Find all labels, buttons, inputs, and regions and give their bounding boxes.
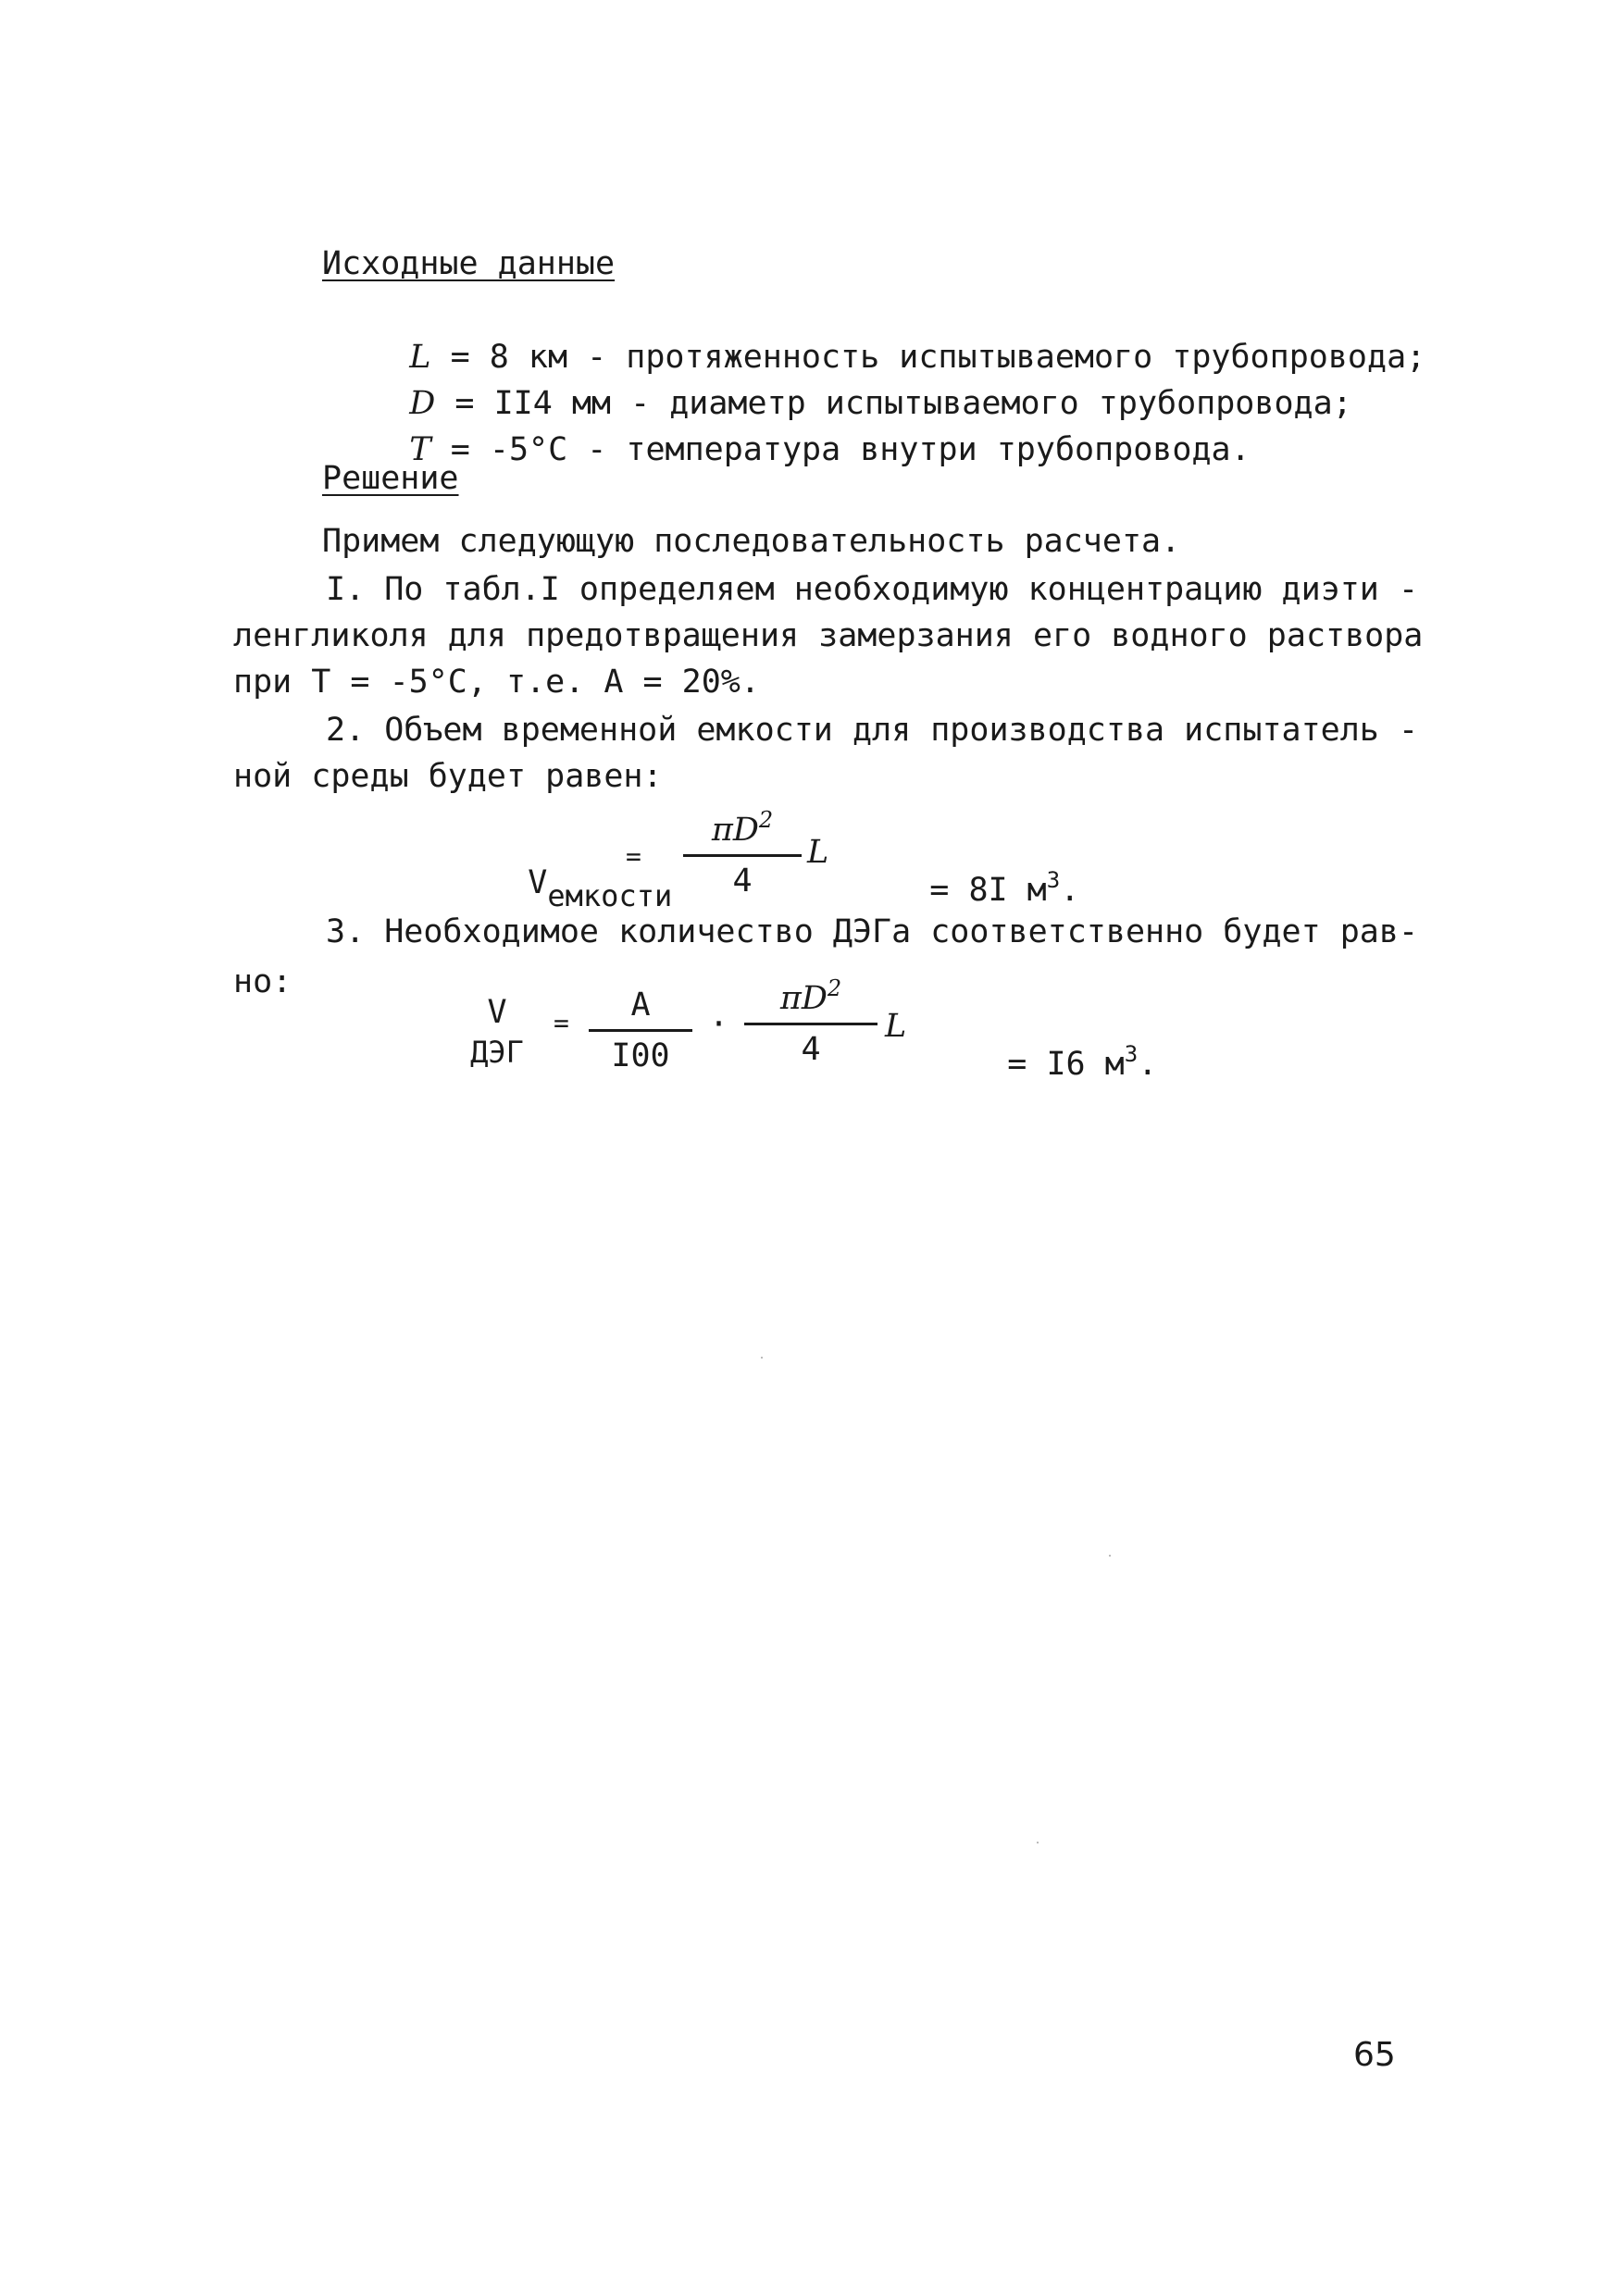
page-number: 65	[1353, 2036, 1396, 2074]
formula2-rhs-exp: 3	[1124, 1041, 1139, 1067]
step2-line1: 2. Объем временной емкости для производства испытатель -	[326, 712, 1419, 749]
formula2-v: V	[487, 994, 507, 1031]
param-length-text: = 8 км - протяженность испытываемого трубопровода;	[430, 339, 1426, 376]
step3-line2: но:	[233, 963, 292, 1000]
formula2-a-denominator: I00	[611, 1037, 670, 1074]
formula1-numerator: $\pi D^2$	[711, 807, 774, 849]
symbol-d: D	[409, 385, 436, 422]
formula2-pi-numerator: $\pi D^2$	[779, 975, 842, 1017]
formula1-fraction	[683, 807, 802, 900]
formula2-pi-denominator: 4	[801, 1031, 821, 1068]
step2-line2: ной среды будет равен:	[233, 758, 663, 795]
intro-line: Примем следующую последовательность расчета.	[322, 523, 1181, 560]
formula1-denominator: 4	[732, 863, 753, 900]
param-diameter-text: = II4 мм - диаметр испытываемого трубопровода;	[435, 385, 1352, 422]
formula2-a-numerator: A	[630, 987, 651, 1024]
formula1-v: V	[528, 864, 548, 901]
source-data-heading: Исходные данные	[322, 245, 616, 282]
formula1-fraction-bar	[683, 854, 802, 857]
formula2-result	[929, 1011, 1157, 1113]
formula2-dot: ·	[709, 1006, 729, 1043]
formula2-lhs	[457, 994, 537, 1070]
formula2-equals: =	[554, 1008, 569, 1038]
solution-heading: Решение	[322, 460, 459, 497]
formula2-length-symbol: L	[885, 1008, 907, 1045]
step3-line1: 3. Необходимое количество ДЭГа соответственно будет рав-	[326, 913, 1419, 950]
formula2-subscript: ДЭГ	[470, 1035, 524, 1070]
formula1-end: .	[1060, 872, 1080, 909]
formula1-rhs: = 8I м	[929, 872, 1047, 909]
scan-speck	[1109, 1555, 1111, 1557]
formula1-equals: =	[626, 841, 641, 872]
step1-line1: I. По табл.I определяем необходимую концентрацию диэти -	[326, 571, 1419, 608]
formula2-a-bar	[589, 1029, 692, 1032]
formula1-subscript: емкости	[547, 878, 673, 913]
formula2-rhs: = I6 м	[1007, 1046, 1125, 1083]
symbol-l: L	[409, 339, 431, 376]
param-temperature	[331, 402, 1251, 499]
formula2-fraction-pi	[744, 975, 877, 1068]
step1-line2: ленгликоля для предотвращения замерзания его водного раствора	[233, 617, 1424, 654]
scan-speck	[1037, 1842, 1039, 1843]
step1-line3: при T = -5°C, т.е. A = 20%.	[233, 664, 760, 701]
formula2-fraction-a	[589, 987, 692, 1074]
formula1-rhs-exp: 3	[1046, 867, 1061, 893]
scan-speck	[761, 1357, 763, 1359]
symbol-t: T	[409, 431, 431, 468]
formula2-pi-bar	[744, 1023, 877, 1025]
formula1-length-symbol: L	[807, 834, 829, 871]
param-temperature-text: = -5°C - температура внутри трубопровода.	[430, 431, 1251, 468]
formula2-end: .	[1138, 1046, 1158, 1083]
